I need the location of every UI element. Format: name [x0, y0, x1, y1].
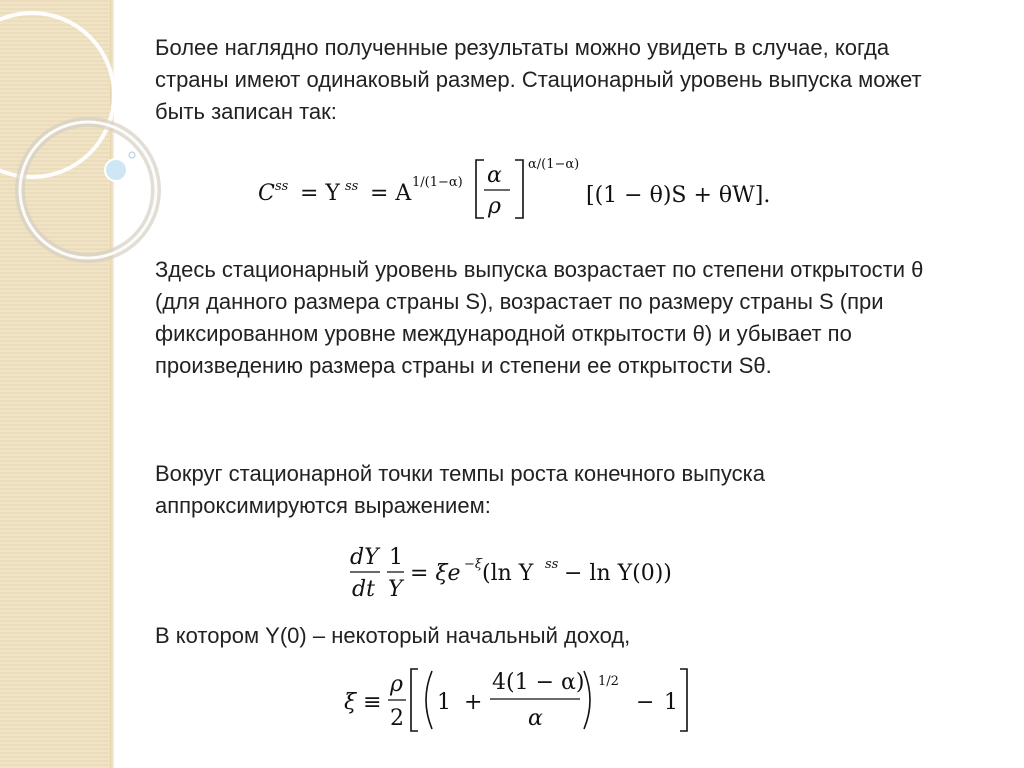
f2-num2: 1 — [389, 545, 403, 570]
formula-growth-rate — [350, 542, 670, 606]
formula-steady-state-output — [258, 150, 798, 230]
f2-tail: (ln Y — [482, 561, 534, 586]
f1-lhs-sup: ss — [275, 179, 289, 194]
f1-lhs: C — [258, 181, 275, 206]
f2-rhs-sup: −ξ — [464, 557, 483, 572]
paragraph-explanation: Здесь стационарный уровень выпуска возрастает по степени открытости θ (для данного размера страны S), возрастает по размеру страны S (при фиксированном уровне международной открытости θ) и убывает по произведению размера страны и степени ее открытости Sθ. — [155, 257, 924, 378]
f2-tail2: − ln Y(0)) — [564, 561, 672, 586]
f1-a-sup: 1/(1−α) — [412, 175, 463, 190]
formula-xi — [344, 665, 704, 735]
f3-plus: + — [464, 690, 483, 715]
f3-inner-den: α — [528, 706, 543, 731]
f3-one: 1 — [437, 690, 451, 715]
f3-lhs: ξ ≡ — [344, 690, 382, 715]
paragraph-intro: Более наглядно полученные результаты можно увидеть в случае, когда страны имеют одинаковый размер. Стационарный уровень выпуска может быть записан так: — [155, 35, 922, 124]
f2-tail-sup: ss — [545, 557, 559, 572]
f3-frac-num: ρ — [390, 672, 403, 697]
f1-y-sup: ss — [345, 179, 359, 194]
f3-power: 1/2 — [598, 674, 619, 689]
f2-den1: dt — [352, 577, 375, 602]
f1-bracket-sup: α/(1−α) — [528, 157, 580, 172]
f1-eq1: = Y — [300, 181, 340, 206]
f1-frac-num: α — [487, 163, 502, 188]
f1-tail: [(1 − θ)S + θW]. — [586, 183, 771, 208]
f3-minus: − — [636, 690, 655, 715]
paragraph-growth: Вокруг стационарной точки темпы роста конечного выпуска аппроксимируются выражением: — [155, 461, 766, 518]
f3-one2: 1 — [664, 690, 678, 715]
f1-frac-den: ρ — [488, 194, 501, 219]
f2-num1: dY — [350, 545, 379, 570]
f2-den2: Y — [388, 577, 403, 602]
f3-frac-den: 2 — [390, 706, 404, 731]
f3-inner-num: 4(1 − α) — [492, 670, 585, 695]
paragraph-initial-income: В котором Y(0) – некоторый начальный доход, — [155, 623, 631, 648]
f1-eq2: = A — [370, 181, 412, 206]
f2-rhs: = ξe — [410, 561, 461, 586]
